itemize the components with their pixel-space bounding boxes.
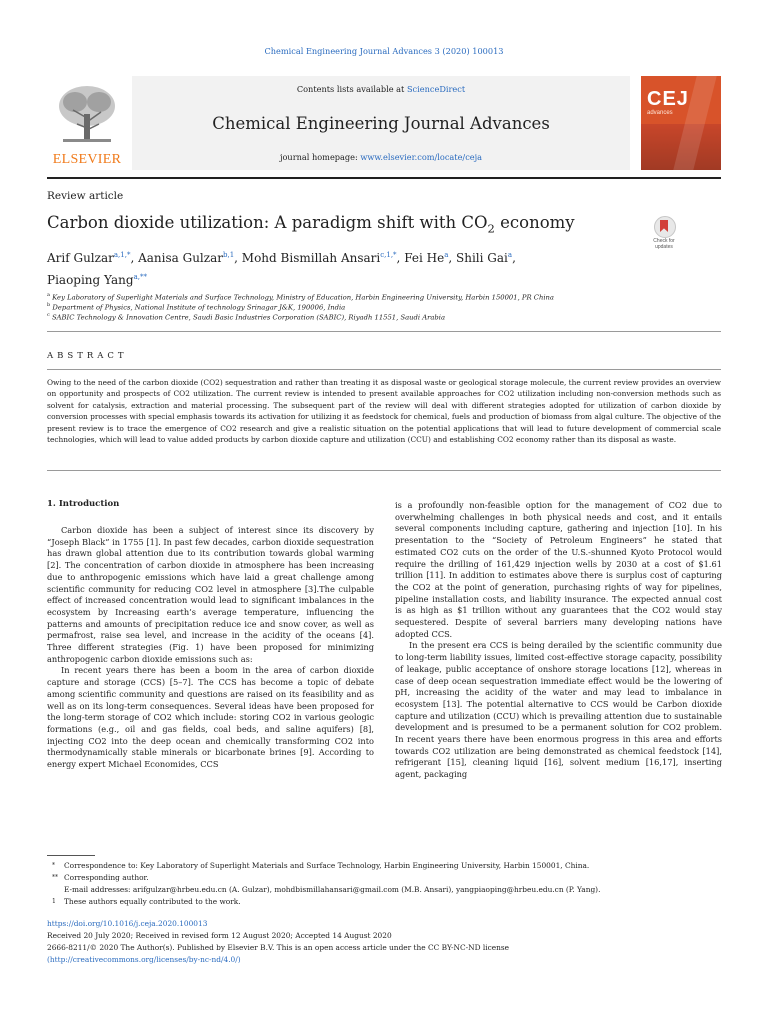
homepage-link[interactable]: www.elsevier.com/locate/ceja	[360, 152, 483, 162]
abstract-heading: ABSTRACT	[47, 351, 128, 361]
affiliation-c: $^c$ SABIC Technology & Innovation Centre, Saudi Basic Industries Corporation (SABIC), Riyadh 11551, Saudi Arabia	[47, 312, 445, 322]
email-footnote[interactable]: E-mail addresses: arifgulzar@hrbeu.edu.cn (A. Gulzar), mohdbismillahansari@gmail.com (M.B. Ansari), yangpiaoping@hrbeu.edu.cn (P. Yang).	[64, 885, 601, 894]
abstract-body: Owing to the need of the carbon dioxide (CO2) sequestration and rather than treating it as disposal waste or geological storage molecule, the current review provides an overview on opportunity and prospects of CO2 utilization. The current review is intended to present available approaches for CO2 utilization including non-conversion methods such as solvent for catalysis, extraction and material processing. The subsequent part of the review will deal with different strategies adopted for utilization of carbon dioxide by conversion processes with special emphasis towards its activation for utilizing it as feedstock for chemical, fuels and production of biomass from algal culture. The objective of the present review is to trace the emergence of CO2 research and give a realistic situation on the potential applications that will lead to future development of commercial scale technologies, which will lead to value added products by carbon dioxide capture and utilization (CCU) and establishing CO2 economy rather than its disposal as waste.	[47, 378, 721, 445]
footnote: ** Corresponding author.	[52, 873, 149, 882]
author[interactable]: Shili Gai	[456, 251, 508, 265]
article-type: Review article	[47, 190, 124, 202]
body-paragraph: is a profoundly non-feasible option for the management of CO2 due to overwhelming challenges in both physical needs and cost, and it entails several components including capture, gathering and injection [10]. In his presentation to the “Society of Petroleum Engineers” he stated that estimated CO2 cuts on the order of the U.S.-shunned Kyoto Protocol would require the drilling of 161,429 injection wells by 2030 at a cost of $1.61 trillion [11]. In addition to estimates above there is surplus cost of capturing the CO2 at the point of generation, purchasing rights of way for pipelines, pipeline installation costs, and liability insurance. The expected annual cost is as high as $1 trillion without any guarantees that the CO2 would stay sequestered. Despite of several barriers many developing nations have adopted CCS.	[395, 500, 722, 639]
doi-link[interactable]: https://doi.org/10.1016/j.ceja.2020.100013	[47, 919, 208, 928]
license-link[interactable]: (http://creativecommons.org/licenses/by-nc-nd/4.0/)	[47, 955, 241, 964]
footnotes	[52, 860, 712, 908]
author-marks[interactable]: a	[444, 251, 449, 259]
abstract-rule-bottom	[47, 470, 721, 471]
received-dates: Received 20 July 2020; Received in revised form 12 August 2020; Accepted 14 August 2020	[47, 931, 392, 940]
body-column-left	[47, 525, 374, 771]
elsevier-tree-icon	[57, 84, 117, 146]
affiliation-rule	[47, 331, 721, 332]
masthead-rule	[47, 177, 721, 179]
article-title: Carbon dioxide utilization: A paradigm shift with $CO_2$ economy	[47, 213, 575, 236]
contents-line: Contents lists available at ScienceDirect	[296, 84, 466, 94]
journal-title: Chemical Engineering Journal Advances	[212, 114, 550, 133]
author-list: Arif Gulzar$^{a,1,*}$, Aanisa Gulzar$^{b,1}$, Mohd Bismillah Ansari$^{c,1,*}$, Fei He$^a$, Shili Gai$^a$, Piaoping Yang$^{a,**}$	[47, 251, 516, 287]
abstract-rule-top	[47, 369, 721, 370]
footnote: 1 These authors equally contributed to the work.	[52, 897, 241, 906]
author-marks[interactable]: a,1,*	[113, 251, 131, 259]
cover-title: CEJ	[647, 88, 689, 110]
author[interactable]: Fei He	[404, 251, 445, 265]
footnote: * Correspondence to: Key Laboratory of Superlight Materials and Surface Technology, Harbin Engineering University, Harbin 150001, China.	[52, 861, 590, 870]
introduction-heading: 1. Introduction	[47, 499, 120, 509]
author-marks[interactable]: c,1,*	[380, 251, 397, 259]
author[interactable]: Aanisa Gulzar	[138, 251, 223, 265]
affiliation-a: $^a$ Key Laboratory of Superlight Materials and Surface Technology, Ministry of Education, Harbin Engineering University, Harbin 150001, PR China	[47, 292, 554, 302]
author-marks[interactable]: a,**	[133, 273, 147, 281]
author[interactable]: Mohd Bismillah Ansari	[241, 251, 381, 265]
author-marks[interactable]: a	[507, 251, 513, 259]
cover-subtitle: advances	[647, 110, 673, 116]
footnote-rule	[47, 855, 95, 856]
author-marks[interactable]: b,1	[222, 251, 235, 259]
elsevier-logo[interactable]	[47, 82, 127, 170]
homepage-line: journal homepage: www.elsevier.com/locate/ceja	[279, 152, 483, 162]
elsevier-wordmark: ELSEVIER	[52, 152, 122, 167]
body-paragraph: In the present era CCS is being derailed by the scientific community due to long-term liability issues, limited cost-effective storage capacity, possibility of leakage, public acceptance of onshore storage locations [12], whereas in case of deep ocean sequestration immediate effect would be the lowering of pH, increasing the acidity of the water and may lead to imbalance in ecosystem [13]. The potential alternative to CCS would be Carbon dioxide capture and utilization (CCU) which is prevailing attention due to sustainable development and is presumed to be a permanent solution for CO2 problem. In recent years there have been enormous progress in this area and efforts towards CO2 utilization are being demonstrated as chemical feedstock [14], refrigerant [15], cleaning liquid [16], solvent medium [16,17], inserting agent, packaging	[395, 640, 722, 780]
journal-masthead	[132, 76, 630, 170]
journal-cover-thumbnail[interactable]	[641, 76, 721, 170]
publication-info	[47, 918, 707, 966]
author[interactable]: Piaoping Yang	[47, 273, 134, 287]
sciencedirect-link[interactable]: ScienceDirect	[406, 84, 466, 94]
check-for-updates-badge[interactable]	[645, 216, 683, 256]
crossmark-label: Check for updates	[653, 238, 675, 250]
body-paragraph: In recent years there has been a boom in the area of carbon dioxide capture and storage (CCS) [5–7]. The CCS has become a topic of debate among scientific community and questions are raised on its feasibility and as well as on its long-term consequences. Several ideas have been proposed for the long-term storage of CO2 which include: storing CO2 in various geologic formations (e.g., oil and gas fields, coal beds, and saline aquifers) [8], injecting CO2 into the deep ocean and chemically transforming CO2 into thermodynamically stable minerals or bicarbonate brines [9]. According to energy expert Michael Economides, CCS	[47, 665, 374, 770]
body-paragraph: Carbon dioxide has been a subject of interest since its discovery by “Joseph Black” in 1755 [1]. In past few decades, carbon dioxide sequestration has drawn global attention due to its contribution towards global warming [2]. The concentration of carbon dioxide in atmosphere has been increasing due to anthropogenic emissions which have laid a great challenge among scientific community for reducing CO2 level in atmosphere [3].The culpable effect of increased concentration would lead to significant imbalances in the ecosystem by Increasing earth’s average temperature, influencing the patterns and amounts of precipitation reduce ice and snow cover, as well as permafrost, raise sea level, and increase in the acidity of the oceans [4]. Three different strategies (Fig. 1) have been proposed for minimizing anthropogenic carbon dioxide emissions such as:	[47, 525, 374, 664]
journal-reference[interactable]: Chemical Engineering Journal Advances 3 (2020) 100013	[264, 46, 504, 56]
author[interactable]: Arif Gulzar	[47, 251, 114, 265]
body-column-right	[395, 500, 722, 781]
copyright-line: 2666-8211/© 2020 The Author(s). Published by Elsevier B.V. This is an open access article under the CC BY-NC-ND license	[47, 943, 510, 952]
affiliation-b: $^b$ Department of Physics, National Institute of technology Srinagar J&K, 190006, India	[47, 302, 346, 312]
